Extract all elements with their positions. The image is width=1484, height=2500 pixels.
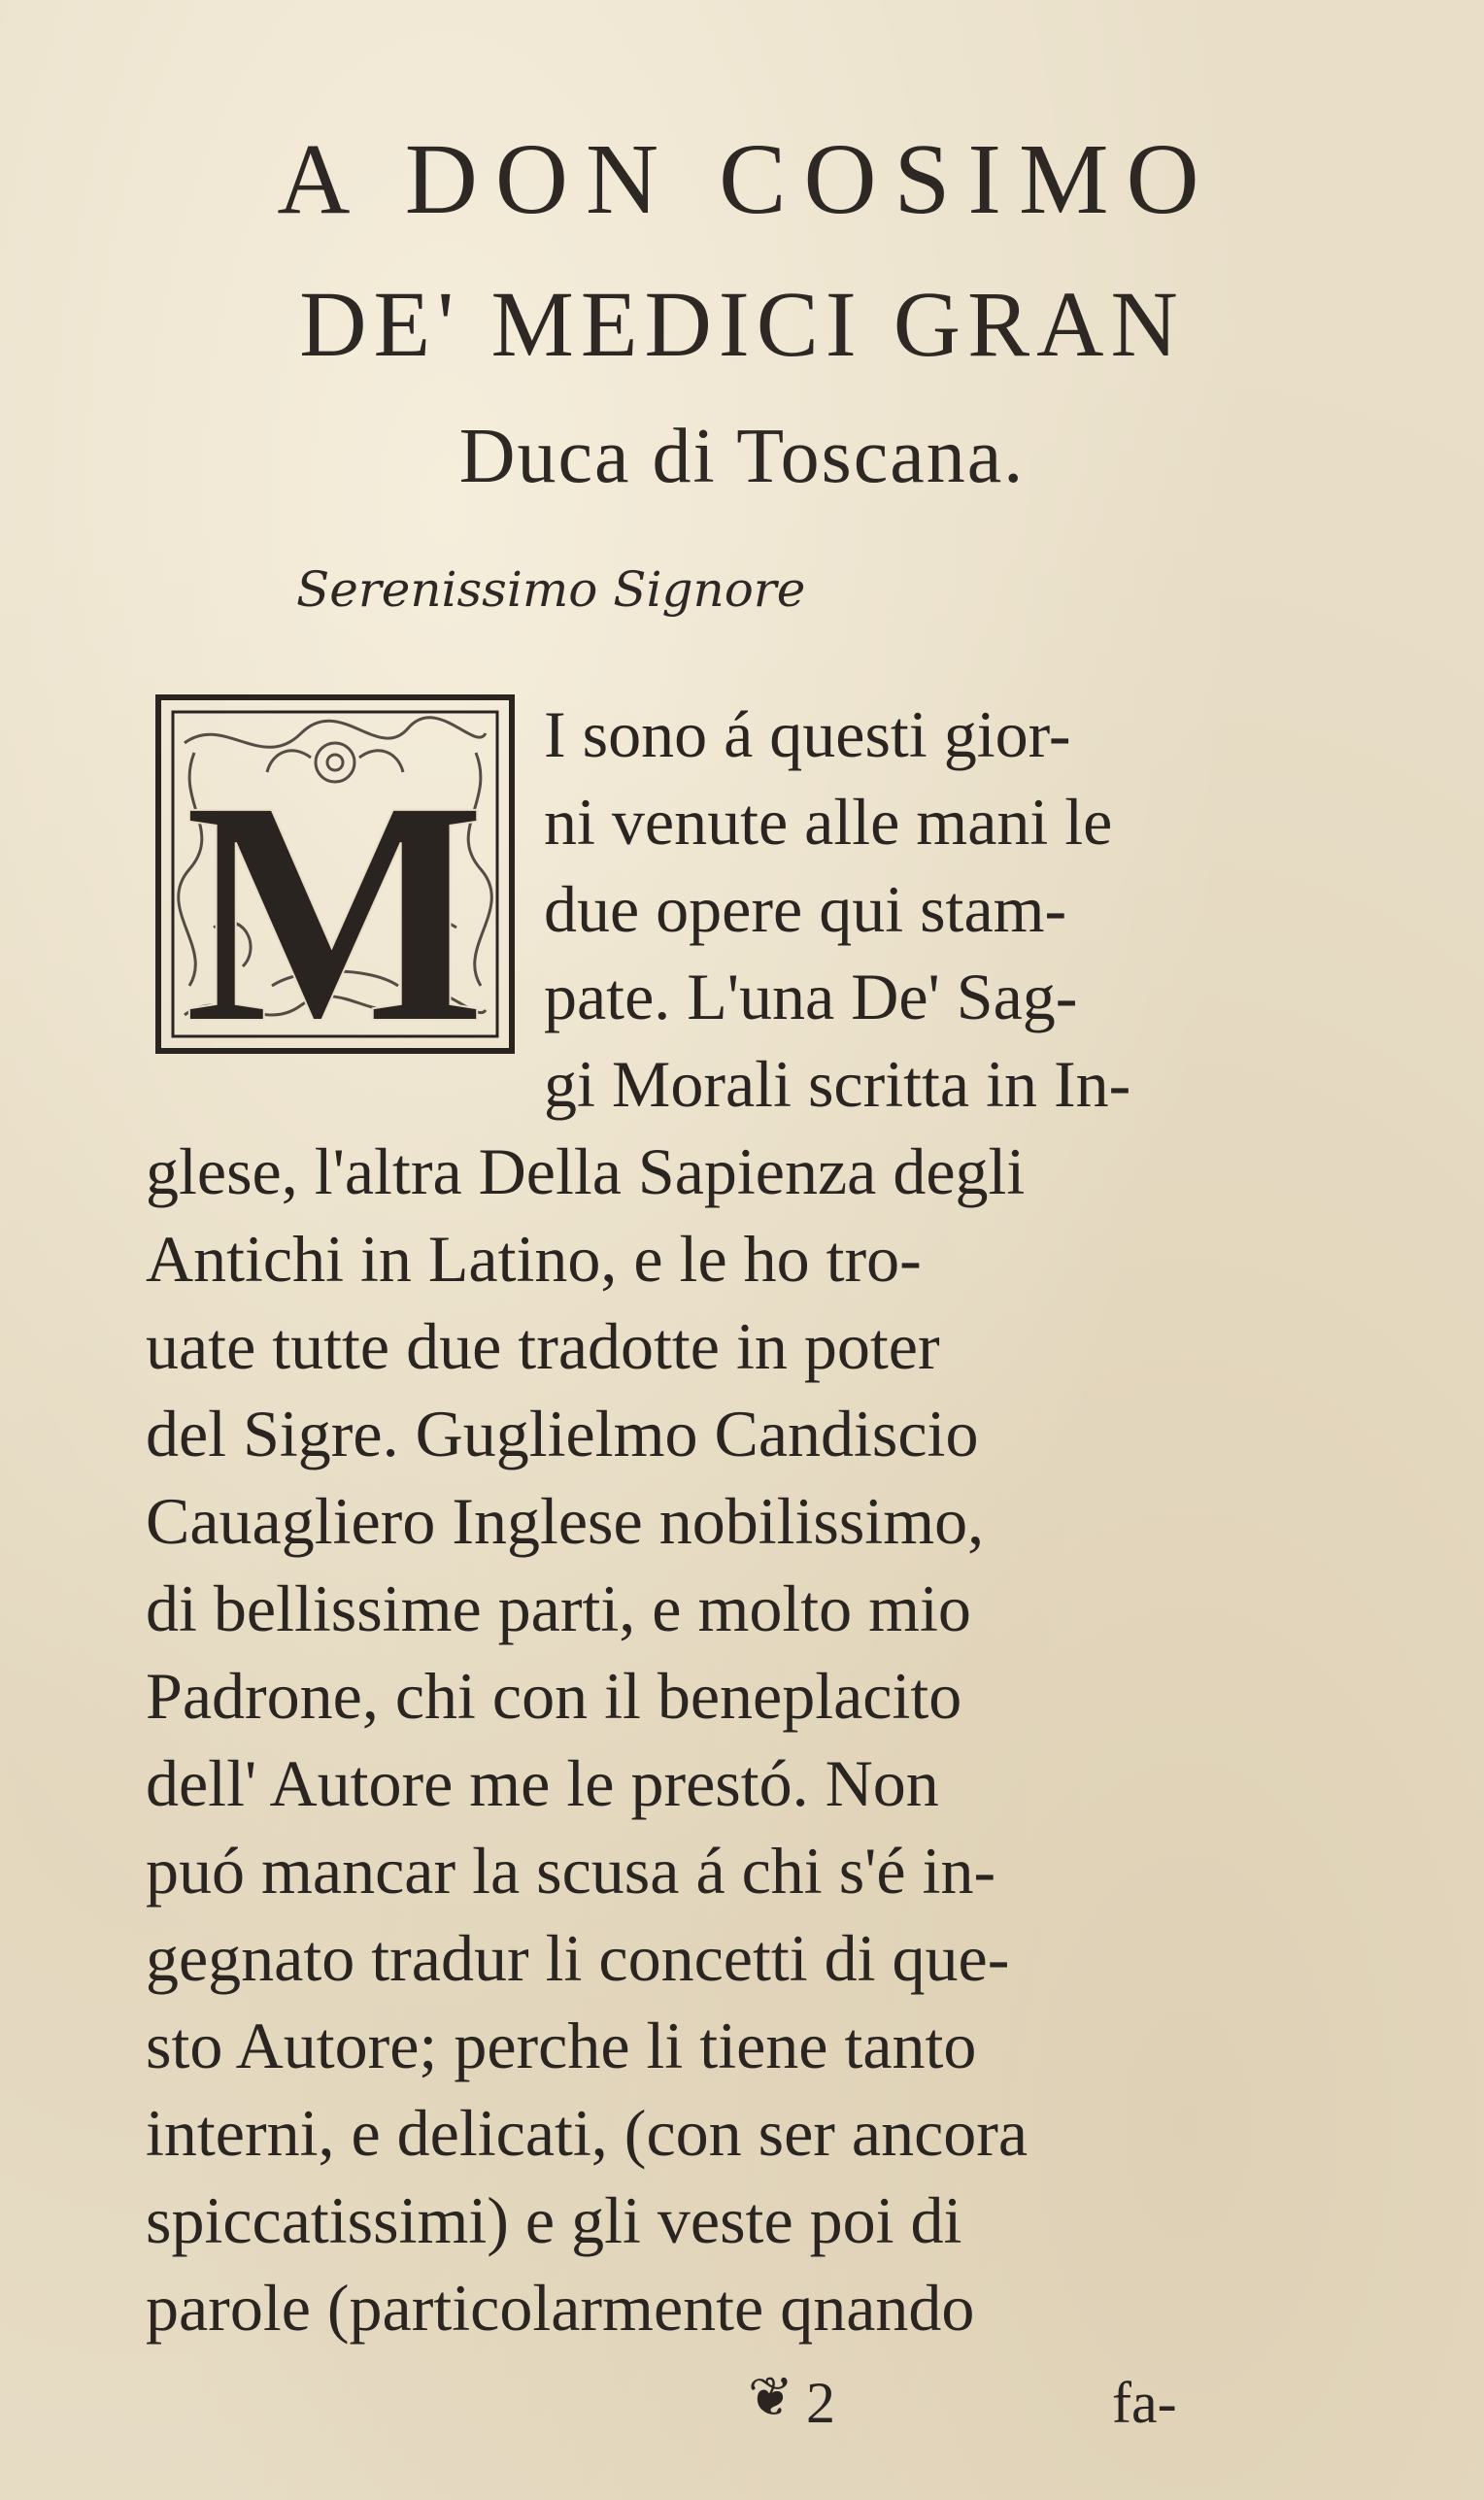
- body-line: gegnato tradur li concetti di que-: [146, 1921, 1010, 1995]
- body-line: parole (particolarmente qnando: [146, 2271, 975, 2345]
- body-line: gi Morali scritta in In-: [544, 1047, 1131, 1121]
- ornament-border-icon: [155, 694, 515, 1054]
- body-line: Cauagliero Inglese nobilissimo,: [146, 1484, 985, 1558]
- heading-line-1: A DON COSIMO: [277, 123, 1217, 235]
- salutation: Serenissimo Signore: [296, 561, 806, 618]
- body-line: spiccatissimi) e gli veste poi di: [146, 2183, 962, 2257]
- body-line: Padrone, chi con il beneplacito: [146, 1659, 962, 1733]
- drop-cap-letter: M: [184, 735, 487, 1054]
- signature-mark: 2: [806, 2371, 835, 2435]
- decorated-initial: [155, 694, 515, 1054]
- body-line: Antichi in Latino, e le ho tro-: [146, 1222, 922, 1296]
- catchword: fa-: [1112, 2371, 1177, 2435]
- body-line: dell' Autore me le prestó. Non: [146, 1746, 939, 1820]
- body-line: pate. L'una De' Sag-: [544, 960, 1078, 1033]
- body-line: uate tutte due tradotte in poter: [146, 1309, 940, 1383]
- body-line: di bellissime parti, e molto mio: [146, 1571, 971, 1645]
- body-line: interni, e delicati, (con ser ancora: [146, 2096, 1029, 2170]
- body-line: I sono á questi gior-: [544, 697, 1071, 771]
- body-line: sto Autore; perche li tiene tanto: [146, 2009, 977, 2082]
- heading-line-3: Duca di Toscana.: [458, 414, 1026, 499]
- body-line: glese, l'altra Della Sapienza degli: [146, 1134, 1026, 1208]
- body-line: due opere qui stam-: [544, 872, 1067, 946]
- fleuron-icon: ❦: [748, 2366, 793, 2429]
- body-line: del Sigre. Guglielmo Candiscio: [146, 1397, 979, 1470]
- body-line: ni venute alle mani le: [544, 785, 1113, 859]
- heading-line-2: DE' MEDICI GRAN: [299, 272, 1185, 376]
- body-line: puó mancar la scusa á chi s'é in-: [146, 1834, 996, 1908]
